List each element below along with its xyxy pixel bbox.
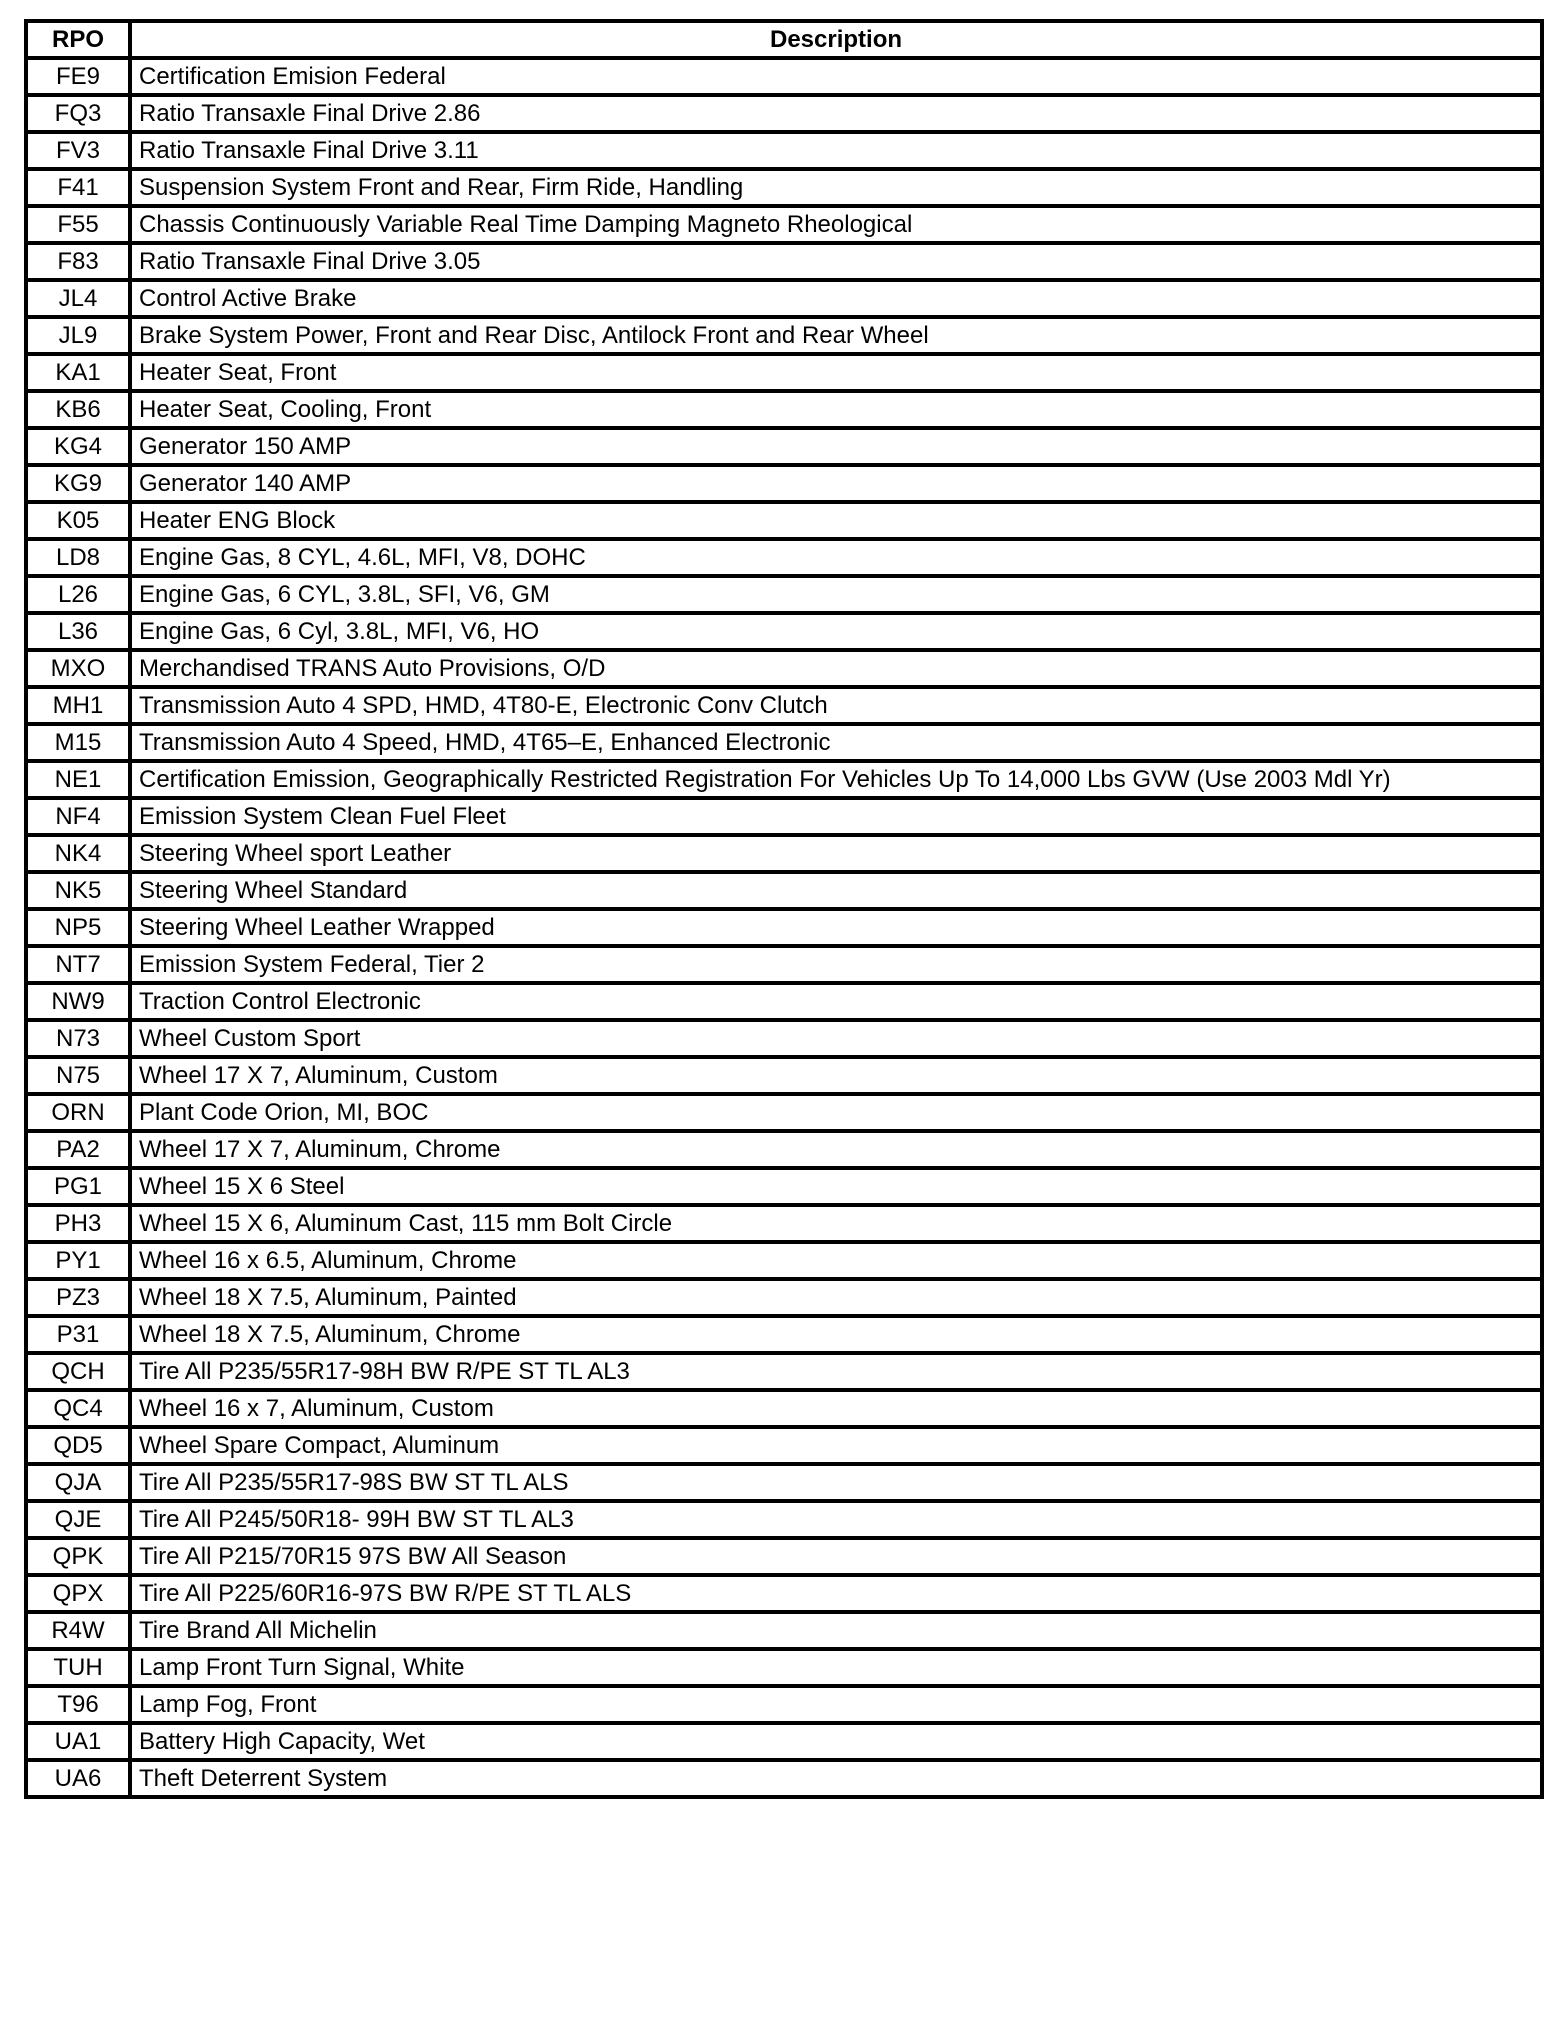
description-cell: Battery High Capacity, Wet: [130, 1723, 1542, 1760]
table-body: [26, 58, 1542, 1797]
rpo-code-cell: MXO: [26, 650, 130, 687]
rpo-code-cell: QC4: [26, 1390, 130, 1427]
table-row: [26, 1501, 1542, 1538]
rpo-code-cell: PH3: [26, 1205, 130, 1242]
rpo-code-cell: UA6: [26, 1760, 130, 1797]
description-cell: Traction Control Electronic: [130, 983, 1542, 1020]
table-row: [26, 1020, 1542, 1057]
description-cell: Wheel 18 X 7.5, Aluminum, Chrome: [130, 1316, 1542, 1353]
description-cell: Emission System Clean Fuel Fleet: [130, 798, 1542, 835]
table-row: [26, 428, 1542, 465]
rpo-code-cell: ORN: [26, 1094, 130, 1131]
table-row: [26, 724, 1542, 761]
table-row: [26, 946, 1542, 983]
description-cell: Ratio Transaxle Final Drive 3.05: [130, 243, 1542, 280]
rpo-code-cell: R4W: [26, 1612, 130, 1649]
rpo-code-cell: PZ3: [26, 1279, 130, 1316]
table-row: [26, 169, 1542, 206]
description-cell: Wheel 16 x 7, Aluminum, Custom: [130, 1390, 1542, 1427]
description-cell: Wheel Spare Compact, Aluminum: [130, 1427, 1542, 1464]
rpo-code-cell: NK4: [26, 835, 130, 872]
description-cell: Certification Emission, Geographically Restricted Registration For Vehicles Up To 14,000 Lbs GVW (Use 2003 Mdl Yr): [130, 761, 1542, 798]
table-row: [26, 1760, 1542, 1797]
description-cell: Engine Gas, 6 Cyl, 3.8L, MFI, V6, HO: [130, 613, 1542, 650]
description-cell: Tire All P235/55R17-98S BW ST TL ALS: [130, 1464, 1542, 1501]
description-cell: Generator 140 AMP: [130, 465, 1542, 502]
rpo-code-cell: QD5: [26, 1427, 130, 1464]
description-cell: Steering Wheel Leather Wrapped: [130, 909, 1542, 946]
rpo-code-cell: KA1: [26, 354, 130, 391]
description-cell: Certification Emision Federal: [130, 58, 1542, 95]
table-row: [26, 1723, 1542, 1760]
rpo-code-cell: F41: [26, 169, 130, 206]
table-row: [26, 1538, 1542, 1575]
rpo-code-cell: K05: [26, 502, 130, 539]
table-row: [26, 280, 1542, 317]
table-header-row: [26, 21, 1542, 58]
table-row: [26, 317, 1542, 354]
rpo-code-cell: FV3: [26, 132, 130, 169]
table-row: [26, 798, 1542, 835]
rpo-code-cell: L26: [26, 576, 130, 613]
description-cell: Chassis Continuously Variable Real Time Damping Magneto Rheological: [130, 206, 1542, 243]
rpo-code-cell: NK5: [26, 872, 130, 909]
description-cell: Generator 150 AMP: [130, 428, 1542, 465]
description-cell: Suspension System Front and Rear, Firm Ride, Handling: [130, 169, 1542, 206]
rpo-code-cell: F55: [26, 206, 130, 243]
description-cell: Wheel 18 X 7.5, Aluminum, Painted: [130, 1279, 1542, 1316]
table-row: [26, 95, 1542, 132]
rpo-code-cell: UA1: [26, 1723, 130, 1760]
description-cell: Tire All P235/55R17-98H BW R/PE ST TL AL3: [130, 1353, 1542, 1390]
table-row: [26, 1279, 1542, 1316]
table-row: [26, 1353, 1542, 1390]
description-cell: Lamp Front Turn Signal, White: [130, 1649, 1542, 1686]
table-row: [26, 1575, 1542, 1612]
rpo-code-cell: MH1: [26, 687, 130, 724]
rpo-table: [24, 19, 1544, 1799]
table-row: [26, 1057, 1542, 1094]
rpo-code-cell: FE9: [26, 58, 130, 95]
rpo-code-cell: FQ3: [26, 95, 130, 132]
description-cell: Engine Gas, 8 CYL, 4.6L, MFI, V8, DOHC: [130, 539, 1542, 576]
rpo-code-cell: F83: [26, 243, 130, 280]
table-row: [26, 1168, 1542, 1205]
rpo-code-cell: M15: [26, 724, 130, 761]
table-row: [26, 465, 1542, 502]
table-row: [26, 243, 1542, 280]
description-cell: Ratio Transaxle Final Drive 3.11: [130, 132, 1542, 169]
table-row: [26, 206, 1542, 243]
table-row: [26, 1094, 1542, 1131]
rpo-code-cell: N75: [26, 1057, 130, 1094]
description-cell: Theft Deterrent System: [130, 1760, 1542, 1797]
description-cell: Heater ENG Block: [130, 502, 1542, 539]
header-rpo: RPO: [26, 21, 130, 58]
table-row: [26, 539, 1542, 576]
description-cell: Lamp Fog, Front: [130, 1686, 1542, 1723]
table-row: [26, 872, 1542, 909]
description-cell: Tire Brand All Michelin: [130, 1612, 1542, 1649]
description-cell: Transmission Auto 4 SPD, HMD, 4T80-E, Electronic Conv Clutch: [130, 687, 1542, 724]
description-cell: Wheel 15 X 6, Aluminum Cast, 115 mm Bolt Circle: [130, 1205, 1542, 1242]
table-row: [26, 1686, 1542, 1723]
description-cell: Engine Gas, 6 CYL, 3.8L, SFI, V6, GM: [130, 576, 1542, 613]
table-row: [26, 132, 1542, 169]
table-row: [26, 1612, 1542, 1649]
rpo-code-cell: KG9: [26, 465, 130, 502]
description-cell: Wheel 17 X 7, Aluminum, Custom: [130, 1057, 1542, 1094]
rpo-code-cell: JL9: [26, 317, 130, 354]
table-row: [26, 1649, 1542, 1686]
rpo-code-cell: KB6: [26, 391, 130, 428]
table-row: [26, 1390, 1542, 1427]
table-row: [26, 983, 1542, 1020]
description-cell: Tire All P225/60R16-97S BW R/PE ST TL ALS: [130, 1575, 1542, 1612]
table-row: [26, 1464, 1542, 1501]
table-row: [26, 1131, 1542, 1168]
header-description: Description: [130, 21, 1542, 58]
rpo-code-cell: QCH: [26, 1353, 130, 1390]
table-row: [26, 354, 1542, 391]
rpo-code-cell: NW9: [26, 983, 130, 1020]
table-row: [26, 761, 1542, 798]
description-cell: Transmission Auto 4 Speed, HMD, 4T65–E, Enhanced Electronic: [130, 724, 1542, 761]
table-row: [26, 650, 1542, 687]
rpo-code-cell: T96: [26, 1686, 130, 1723]
rpo-code-cell: L36: [26, 613, 130, 650]
rpo-code-cell: QPK: [26, 1538, 130, 1575]
description-cell: Wheel 16 x 6.5, Aluminum, Chrome: [130, 1242, 1542, 1279]
rpo-code-cell: LD8: [26, 539, 130, 576]
rpo-code-cell: QPX: [26, 1575, 130, 1612]
rpo-code-cell: NP5: [26, 909, 130, 946]
description-cell: Tire All P215/70R15 97S BW All Season: [130, 1538, 1542, 1575]
table-row: [26, 576, 1542, 613]
table-row: [26, 1316, 1542, 1353]
description-cell: Brake System Power, Front and Rear Disc, Antilock Front and Rear Wheel: [130, 317, 1542, 354]
rpo-code-cell: QJE: [26, 1501, 130, 1538]
table-row: [26, 1205, 1542, 1242]
rpo-code-cell: KG4: [26, 428, 130, 465]
table-row: [26, 909, 1542, 946]
table-row: [26, 835, 1542, 872]
description-cell: Ratio Transaxle Final Drive 2.86: [130, 95, 1542, 132]
rpo-code-cell: QJA: [26, 1464, 130, 1501]
description-cell: Merchandised TRANS Auto Provisions, O/D: [130, 650, 1542, 687]
table-row: [26, 391, 1542, 428]
table-row: [26, 1242, 1542, 1279]
description-cell: Tire All P245/50R18- 99H BW ST TL AL3: [130, 1501, 1542, 1538]
table-row: [26, 58, 1542, 95]
rpo-code-cell: NF4: [26, 798, 130, 835]
rpo-code-cell: PA2: [26, 1131, 130, 1168]
rpo-code-cell: TUH: [26, 1649, 130, 1686]
description-cell: Heater Seat, Cooling, Front: [130, 391, 1542, 428]
description-cell: Steering Wheel Standard: [130, 872, 1542, 909]
description-cell: Steering Wheel sport Leather: [130, 835, 1542, 872]
table-row: [26, 687, 1542, 724]
table-row: [26, 502, 1542, 539]
description-cell: Heater Seat, Front: [130, 354, 1542, 391]
rpo-code-cell: P31: [26, 1316, 130, 1353]
rpo-code-cell: NT7: [26, 946, 130, 983]
description-cell: Plant Code Orion, MI, BOC: [130, 1094, 1542, 1131]
description-cell: Wheel Custom Sport: [130, 1020, 1542, 1057]
rpo-code-cell: N73: [26, 1020, 130, 1057]
table-row: [26, 1427, 1542, 1464]
table-row: [26, 613, 1542, 650]
description-cell: Wheel 17 X 7, Aluminum, Chrome: [130, 1131, 1542, 1168]
description-cell: Emission System Federal, Tier 2: [130, 946, 1542, 983]
rpo-code-cell: PG1: [26, 1168, 130, 1205]
description-cell: Wheel 15 X 6 Steel: [130, 1168, 1542, 1205]
description-cell: Control Active Brake: [130, 280, 1542, 317]
rpo-code-cell: JL4: [26, 280, 130, 317]
rpo-code-cell: PY1: [26, 1242, 130, 1279]
rpo-code-cell: NE1: [26, 761, 130, 798]
